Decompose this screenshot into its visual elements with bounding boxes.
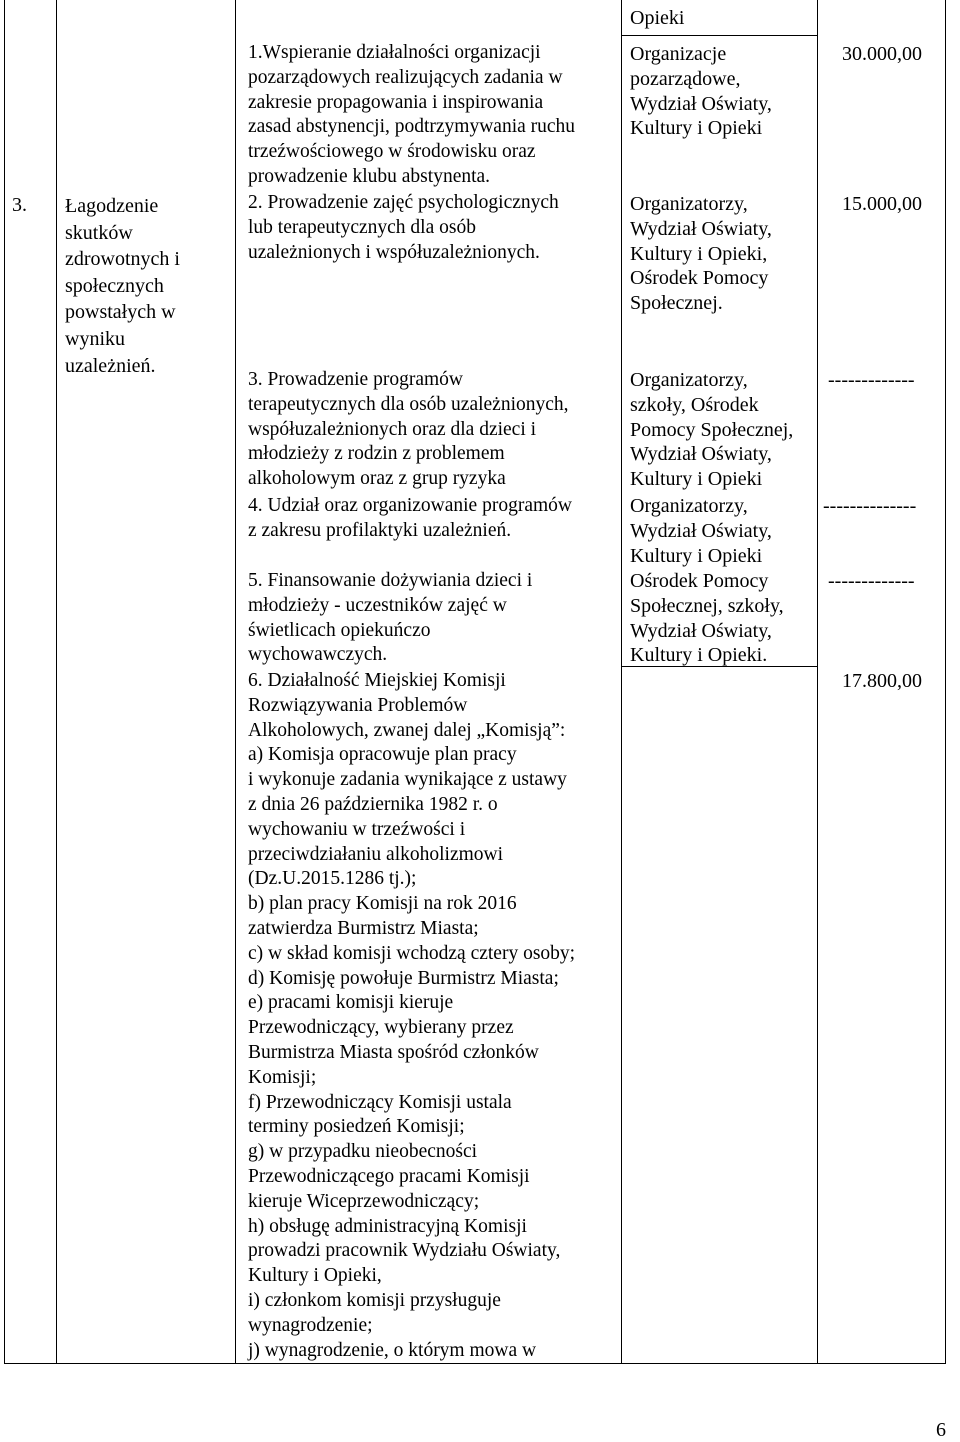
amount-6: 17.800,00	[842, 670, 922, 692]
task-4: 4. Udział oraz organizowanie programów z zakresu profilaktyki uzależnień.	[248, 495, 572, 541]
objective-cell: Łagodzenie skutków zdrowotnych i społecznych powstałych w wyniku uzależnień.	[65, 195, 180, 377]
responsible-3: Organizatorzy, szkoły, Ośrodek Pomocy Społecznej, Wydział Oświaty, Kultury i Opieki	[630, 369, 794, 491]
row-number: 3.	[12, 194, 27, 216]
responsible-5: Ośrodek Pomocy Społecznej, szkoły, Wydział Oświaty, Kultury i Opieki.	[630, 570, 784, 667]
task-6: 6. Działalność Miejskiej Komisji Rozwiązywania Problemów Alkoholowych, zwanej dalej „Komisją”: a) Komisja opracowuje plan pracy i wykonuje zadania wynikające z ustawy z dnia 26 października 1982 r. o wychowaniu w trzeźwości i przeciwdziałaniu alkoholizmowi (Dz.U.2015.1286 tj.); b) plan pracy Komisji na rok 2016 zatwierdza Burmistrz Miasta; c) w skład komisji wchodzą cztery osoby; d) Komisję powołuje Burmistrz Miasta; e) pracami komisji kieruje Przewodniczący, wybierany przez Burmistrza Miasta spośród członków Komisji; f) Przewodniczący Komisji ustala terminy posiedzeń Komisji; g) w przypadku nieobecności Przewodniczącego pracami Komisji kieruje Wiceprzewodniczący; h) obsługę administracyjną Komisji prowadzi pracownik Wydziału Oświaty, Kultury i Opieki, i) członkom komisji przysługuje wynagrodzenie; j) wynagrodzenie, o którym mowa w	[248, 670, 576, 1361]
task-2: 2. Prowadzenie zajęć psychologicznych lub terapeutycznych dla osób uzależnionych i współuzależnionych.	[248, 192, 559, 263]
responsible-4: Organizatorzy, Wydział Oświaty, Kultury i Opieki	[630, 495, 772, 567]
amount-3: -------------	[828, 369, 915, 391]
responsible-2: Organizatorzy, Wydział Oświaty, Kultury i Opieki, Ośrodek Pomocy Społecznej.	[630, 193, 772, 315]
amount-5: -------------	[828, 570, 915, 592]
table-border-right	[945, 0, 946, 1364]
column-divider-4	[817, 0, 818, 1364]
column-divider-1	[56, 0, 57, 1364]
task-3: 3. Prowadzenie programów terapeutycznych dla osób uzależnionych, współuzależnionych oraz dla dzieci i młodzieży z rodzin z problemem alkoholowym oraz z grup ryzyka	[248, 369, 569, 490]
responsible-1: Organizacje pozarządowe, Wydział Oświaty, Kultury i Opieki	[630, 43, 772, 140]
task-1: 1.Wspieranie działalności organizacji pozarządowych realizujących zadania w zakresie propagowania i inspirowania zasad abstynencji, podtrzymywania ruchu trzeźwościowego w środowisku oraz prowadzenie klubu abstynenta.	[248, 42, 576, 187]
table-border-left	[4, 0, 5, 1364]
column-divider-2	[235, 0, 236, 1364]
responsible-top: Opieki	[630, 7, 685, 29]
task-5: 5. Finansowanie dożywiania dzieci i młodzieży - uczestników zajęć w świetlicach opiekuńczo wychowawczych.	[248, 570, 533, 666]
column-divider-3	[621, 0, 622, 1364]
page-number: 6	[936, 1419, 946, 1441]
amount-2: 15.000,00	[842, 193, 922, 215]
row-divider-top	[621, 35, 818, 36]
amount-4: --------------	[823, 495, 917, 517]
amount-1: 30.000,00	[842, 43, 922, 65]
